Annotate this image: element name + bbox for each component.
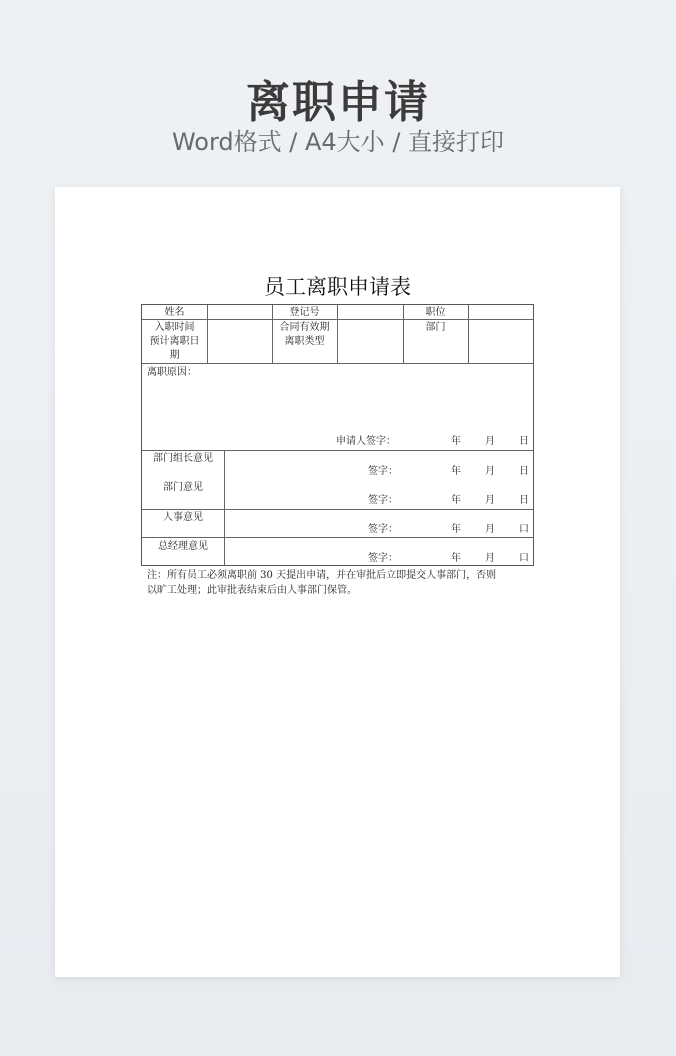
name-label: 姓名	[164, 307, 185, 318]
sign-label: 签字：	[368, 466, 398, 477]
resignation-form-table	[141, 304, 534, 566]
col-divider	[337, 305, 338, 363]
day-label: 口	[519, 524, 529, 535]
planned-date-label-cont: 期	[169, 350, 180, 361]
group-leader-opinion-label: 部门组长意见	[153, 453, 213, 464]
position-label: 职位	[425, 307, 446, 318]
month-label: 月	[485, 436, 495, 447]
contract-label: 合同有效期	[279, 322, 330, 333]
reason-label: 离职原因：	[147, 367, 197, 378]
hire-date-label: 入职时间	[154, 322, 195, 333]
sign-label: 签字：	[368, 495, 398, 506]
document-page	[55, 187, 620, 977]
month-label: 月	[485, 524, 495, 535]
row-divider	[142, 363, 533, 364]
dept-opinion-label: 部门意见	[163, 482, 203, 493]
year-label: 年	[451, 466, 461, 477]
hr-opinion-label: 人事意见	[163, 512, 203, 523]
month-label: 月	[485, 466, 495, 477]
month-label: 月	[485, 553, 495, 564]
sign-label: 签字：	[368, 553, 398, 564]
applicant-sign-label: 申请人签字：	[336, 436, 396, 447]
row-divider	[142, 509, 533, 510]
row-divider	[142, 537, 533, 538]
planned-date-label: 预计离职日	[149, 336, 200, 347]
year-label: 年	[451, 495, 461, 506]
row-divider	[142, 450, 533, 451]
form-note	[147, 568, 542, 598]
dept-label: 部门	[425, 322, 446, 333]
note-line: 以旷工处理；此审批表结束后由人事部门保管。	[147, 585, 357, 596]
sign-label: 签字：	[368, 524, 398, 535]
day-label: 日	[519, 495, 529, 506]
reg-no-label: 登记号	[289, 307, 320, 318]
col-divider	[207, 305, 208, 363]
document-title: 员工离职申请表	[264, 275, 411, 299]
leave-type-label: 离职类型	[284, 336, 325, 347]
col-divider	[224, 450, 225, 565]
day-label: 日	[519, 436, 529, 447]
year-label: 年	[451, 436, 461, 447]
month-label: 月	[485, 495, 495, 506]
day-label: 日	[519, 466, 529, 477]
gm-opinion-label: 总经理意见	[158, 541, 208, 552]
year-label: 年	[451, 524, 461, 535]
note-line: 注：所有员工必须离职前 30 天提出申请，并在审批后立即提交人事部门，否则	[147, 570, 497, 581]
hero-title: 离职申请	[246, 77, 430, 128]
day-label: 口	[519, 553, 529, 564]
hero-subtitle: Word格式 / A4大小 / 直接打印	[171, 128, 505, 156]
year-label: 年	[451, 553, 461, 564]
col-divider	[468, 305, 469, 363]
